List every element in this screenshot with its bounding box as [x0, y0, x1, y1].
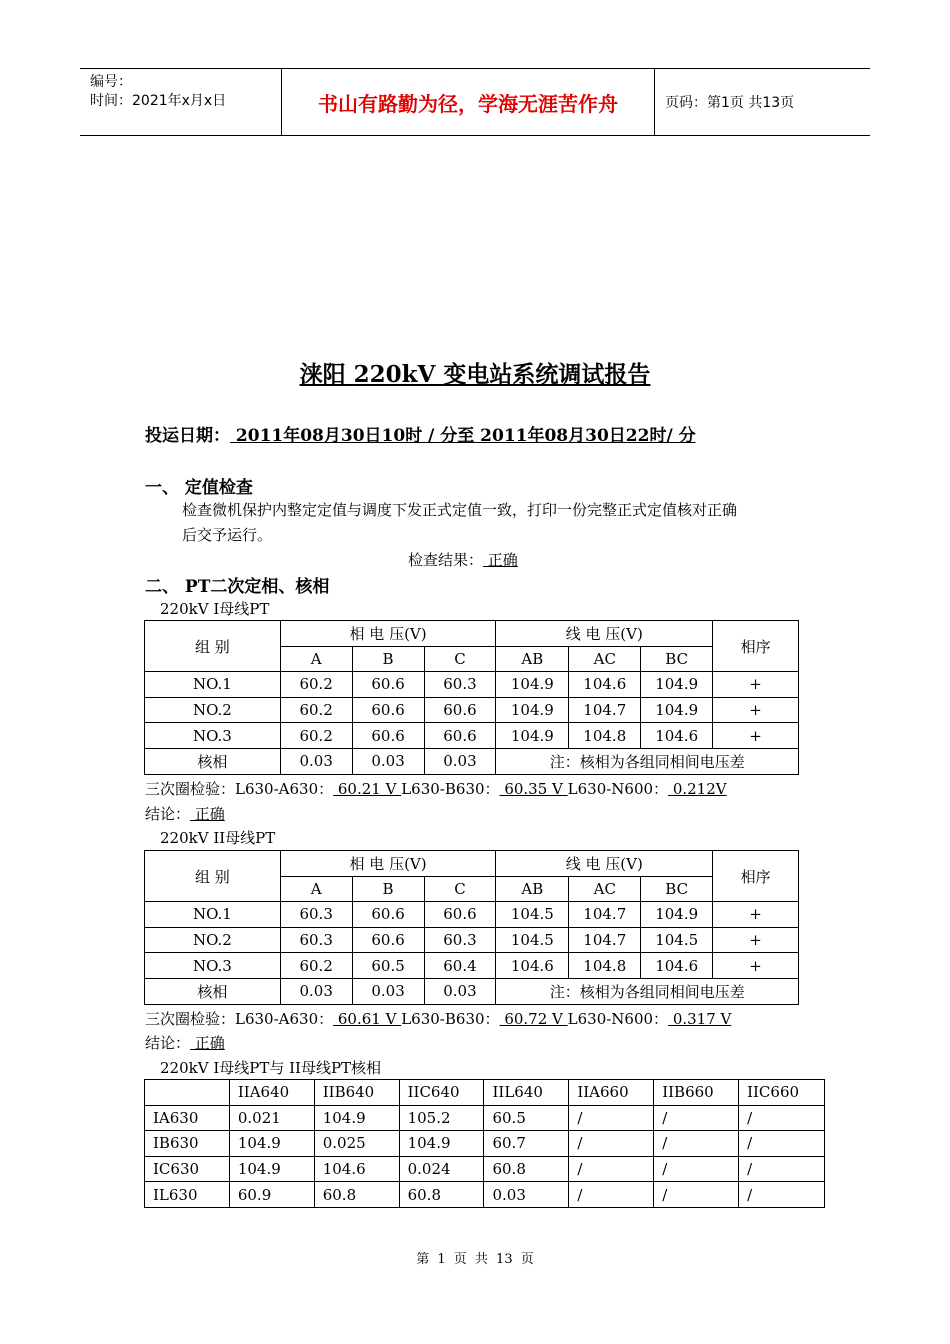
- table-cell: 0.021: [229, 1105, 314, 1131]
- table-cell: 104.9: [641, 697, 713, 723]
- bus-compare-table: [144, 1079, 825, 1208]
- table-cell: 104.9: [641, 902, 713, 928]
- header-ac: AC: [569, 876, 641, 902]
- table-cell: 0.025: [314, 1131, 399, 1157]
- table-cell: /: [654, 1105, 739, 1131]
- date-label: 投运日期：: [145, 426, 230, 446]
- table-row: [145, 1131, 825, 1157]
- header-ac: AC: [569, 646, 641, 672]
- table-cell: /: [654, 1131, 739, 1157]
- table-cell: 60.6: [352, 672, 424, 698]
- table-cell: 60.6: [352, 927, 424, 953]
- header-c: C: [424, 646, 496, 672]
- bus1-caption: 220kV I母线PT: [160, 600, 270, 618]
- table-cell: 核相: [145, 748, 281, 774]
- section1-heading: 一、 定值检查: [145, 478, 253, 498]
- table-cell: 0.024: [399, 1156, 484, 1182]
- check-note: 注：核相为各组同相间电压差: [496, 748, 799, 774]
- table-header-cell: IIL640: [484, 1080, 569, 1106]
- result-label: 检查结果：: [408, 551, 484, 569]
- table-cell: 104.9: [314, 1105, 399, 1131]
- table-cell: NO.1: [145, 672, 281, 698]
- table-header-cell: IIC660: [739, 1080, 825, 1106]
- header-line-voltage: 线 电 压(V): [496, 621, 713, 647]
- table-cell: /: [739, 1105, 825, 1131]
- table-cell: 104.6: [496, 953, 569, 979]
- header-c: C: [424, 876, 496, 902]
- table-cell: /: [569, 1182, 654, 1208]
- table-header-cell: IIC640: [399, 1080, 484, 1106]
- tertiary-label: 三次圈检验：L630-A630：: [145, 780, 334, 798]
- table-header-row: [145, 1080, 825, 1106]
- table-cell: 104.5: [496, 927, 569, 953]
- table-cell: 60.9: [229, 1182, 314, 1208]
- table-cell: /: [739, 1182, 825, 1208]
- table-cell: 0.03: [424, 748, 496, 774]
- header-page-info: 页码：第1页 共13页: [665, 95, 795, 111]
- table-cell: +: [713, 927, 799, 953]
- tertiary-b-label: L630-B630：: [401, 780, 500, 798]
- page-footer: 第 1 页 共 13 页: [416, 1252, 534, 1267]
- compare-caption: 220kV I母线PT与 II母线PT核相: [160, 1059, 382, 1077]
- tertiary-n-label: L630-N600：: [567, 780, 669, 798]
- table-cell: 104.6: [314, 1156, 399, 1182]
- table-cell: 104.5: [641, 927, 713, 953]
- table-cell: 104.6: [569, 672, 641, 698]
- header-number-label: 编号：: [90, 74, 132, 90]
- table-cell: 104.7: [569, 927, 641, 953]
- tertiary-n-value: 0.212V: [668, 780, 727, 798]
- table-cell: 104.9: [229, 1131, 314, 1157]
- page-header: [80, 68, 870, 136]
- table-row: [145, 1105, 825, 1131]
- table-cell: 60.3: [424, 927, 496, 953]
- header-phase-voltage: 相 电 压(V): [280, 851, 496, 877]
- table-cell: IC630: [145, 1156, 230, 1182]
- table-cell: 104.9: [496, 697, 569, 723]
- header-sequence: 相序: [713, 621, 799, 672]
- table-cell: 0.03: [280, 978, 352, 1004]
- table-cell: 0.03: [352, 978, 424, 1004]
- table-cell: 105.2: [399, 1105, 484, 1131]
- table-row: [145, 1182, 825, 1208]
- table-cell: NO.2: [145, 697, 281, 723]
- bus2-pt-table: [144, 850, 799, 1005]
- tertiary-label: 三次圈检验：L630-A630：: [145, 1010, 334, 1028]
- header-time: 时间：2021年x月x日: [90, 93, 227, 109]
- result-value: 正确: [483, 551, 518, 569]
- table-cell: +: [713, 902, 799, 928]
- section2-heading: 二、 PT二次定相、核相: [145, 577, 330, 597]
- table-cell: /: [569, 1131, 654, 1157]
- header-a: A: [280, 876, 352, 902]
- tertiary-n-label: L630-N600：: [567, 1010, 669, 1028]
- table-cell: +: [713, 697, 799, 723]
- table-cell: /: [654, 1156, 739, 1182]
- table-row: [145, 1156, 825, 1182]
- table-cell: 0.03: [280, 748, 352, 774]
- table-cell: 60.8: [484, 1156, 569, 1182]
- table-cell: /: [569, 1156, 654, 1182]
- section1-body-line2: 后交予运行。: [182, 526, 273, 544]
- table-cell: /: [739, 1156, 825, 1182]
- tertiary-b-value: 60.72 V: [499, 1010, 568, 1028]
- conclusion-value: 正确: [190, 805, 225, 823]
- table-cell: 60.6: [424, 723, 496, 749]
- tertiary-a-value: 60.61 V: [333, 1010, 402, 1028]
- table-cell: 60.2: [280, 672, 352, 698]
- table-cell: IL630: [145, 1182, 230, 1208]
- table-row: [145, 697, 799, 723]
- table-cell: 60.6: [424, 697, 496, 723]
- header-bc: BC: [641, 876, 713, 902]
- table-cell: +: [713, 672, 799, 698]
- table-row: [145, 723, 799, 749]
- table-cell: NO.3: [145, 723, 281, 749]
- table-cell: 104.5: [496, 902, 569, 928]
- bus2-caption: 220kV II母线PT: [160, 829, 276, 847]
- table-cell: 60.2: [280, 953, 352, 979]
- table-cell: 60.3: [280, 902, 352, 928]
- table-cell: 104.9: [229, 1156, 314, 1182]
- table-row: [145, 927, 799, 953]
- header-a: A: [280, 646, 352, 672]
- title-suffix: 变电站系统调试报告: [443, 361, 651, 388]
- table-cell: IA630: [145, 1105, 230, 1131]
- table-cell: 104.6: [641, 723, 713, 749]
- table-row-check: [145, 978, 799, 1004]
- table-cell: +: [713, 723, 799, 749]
- tertiary-b-label: L630-B630：: [401, 1010, 500, 1028]
- tertiary-b-value: 60.35 V: [499, 780, 568, 798]
- table-header-cell: IIA660: [569, 1080, 654, 1106]
- header-group: 组 别: [145, 851, 281, 902]
- table-cell: 104.8: [569, 723, 641, 749]
- table-cell: 60.7: [484, 1131, 569, 1157]
- header-sequence: 相序: [713, 851, 799, 902]
- table-header-cell: [145, 1080, 230, 1106]
- table-cell: 60.2: [280, 723, 352, 749]
- commission-date: [145, 421, 696, 446]
- table-cell: 60.4: [424, 953, 496, 979]
- table-header-cell: IIB660: [654, 1080, 739, 1106]
- title-voltage: 220kV: [353, 361, 444, 388]
- table-cell: 60.6: [352, 723, 424, 749]
- header-group: 组 别: [145, 621, 281, 672]
- table-cell: 60.3: [424, 672, 496, 698]
- header-meta: [80, 69, 282, 135]
- conclusion-value: 正确: [190, 1034, 225, 1052]
- conclusion-label: 结论：: [145, 805, 191, 823]
- table-cell: 60.2: [280, 697, 352, 723]
- table-row: [145, 672, 799, 698]
- header-bc: BC: [641, 646, 713, 672]
- table-cell: 104.9: [496, 723, 569, 749]
- check-note: 注：核相为各组同相间电压差: [496, 978, 799, 1004]
- table-cell: /: [739, 1131, 825, 1157]
- table-cell: +: [713, 953, 799, 979]
- table-cell: 0.03: [424, 978, 496, 1004]
- header-b: B: [352, 646, 424, 672]
- table-cell: IB630: [145, 1131, 230, 1157]
- table-cell: 104.9: [496, 672, 569, 698]
- table-cell: /: [654, 1182, 739, 1208]
- bus1-pt-table: [144, 620, 799, 775]
- table-cell: 60.8: [314, 1182, 399, 1208]
- table-cell: 60.6: [352, 902, 424, 928]
- document-title: [0, 356, 950, 389]
- table-cell: 60.5: [484, 1105, 569, 1131]
- table-cell: 60.6: [352, 697, 424, 723]
- table-cell: 104.9: [641, 672, 713, 698]
- table-cell: 104.8: [569, 953, 641, 979]
- header-ab: AB: [496, 876, 569, 902]
- table-cell: 60.6: [424, 902, 496, 928]
- table-cell: 104.7: [569, 902, 641, 928]
- tertiary-a-value: 60.21 V: [333, 780, 402, 798]
- table-cell: 104.7: [569, 697, 641, 723]
- bus1-tertiary-check: [145, 778, 727, 799]
- table-cell: 0.03: [352, 748, 424, 774]
- table-header-cell: IIA640: [229, 1080, 314, 1106]
- table-cell: 核相: [145, 978, 281, 1004]
- table-row: [145, 953, 799, 979]
- table-cell: 60.8: [399, 1182, 484, 1208]
- table-cell: /: [569, 1105, 654, 1131]
- header-motto: 书山有路勤为径，学海无涯苦作舟: [282, 69, 655, 135]
- bus2-conclusion: [145, 1032, 225, 1053]
- table-cell: NO.2: [145, 927, 281, 953]
- table-cell: NO.3: [145, 953, 281, 979]
- table-cell: 104.9: [399, 1131, 484, 1157]
- bus2-tertiary-check: [145, 1008, 731, 1029]
- conclusion-label: 结论：: [145, 1034, 191, 1052]
- table-header-cell: IIB640: [314, 1080, 399, 1106]
- bus1-conclusion: [145, 803, 225, 824]
- table-cell: 0.03: [484, 1182, 569, 1208]
- table-cell: 60.5: [352, 953, 424, 979]
- table-cell: 60.3: [280, 927, 352, 953]
- tertiary-n-value: 0.317 V: [668, 1010, 732, 1028]
- header-phase-voltage: 相 电 压(V): [280, 621, 496, 647]
- section1-result: [408, 549, 518, 570]
- date-value: 2011年08月30日10时 / 分至 2011年08月30日22时/ 分: [230, 426, 696, 446]
- header-ab: AB: [496, 646, 569, 672]
- table-cell: NO.1: [145, 902, 281, 928]
- section1-body-line1: 检查微机保护内整定定值与调度下发正式定值一致，打印一份完整正式定值核对正确: [182, 501, 738, 519]
- title-prefix: 涞阳: [299, 361, 354, 388]
- table-row: [145, 902, 799, 928]
- table-cell: 104.6: [641, 953, 713, 979]
- header-line-voltage: 线 电 压(V): [496, 851, 713, 877]
- header-b: B: [352, 876, 424, 902]
- table-row-check: [145, 748, 799, 774]
